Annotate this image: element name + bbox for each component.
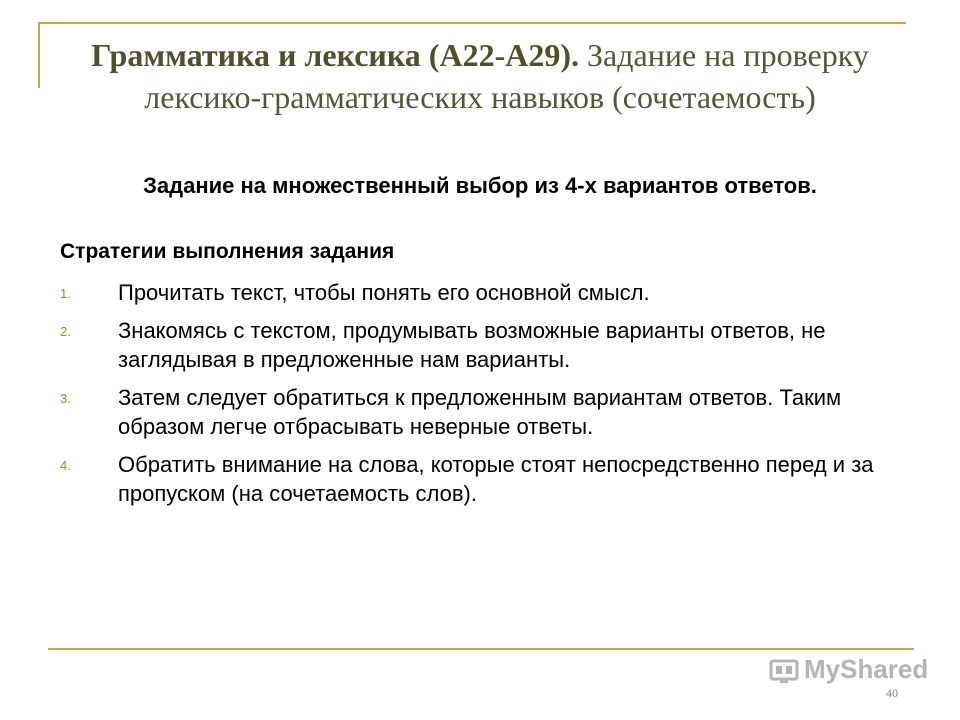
step-text: Прочитать текст, чтобы понять его основной смысл. <box>118 280 650 305</box>
watermark <box>768 654 928 685</box>
frame-left-line <box>38 22 40 88</box>
slide-title-bold: Грамматика и лексика (А22-А29). <box>91 37 579 73</box>
step-text: Затем следует обратиться к предложенным вариантам ответов. Таким образом легче отбрасывать неверные ответы. <box>118 385 842 439</box>
strategy-heading: Стратегии выполнения задания <box>60 240 395 263</box>
step-number: 1. <box>60 286 71 301</box>
list-item <box>60 383 880 441</box>
frame-bottom-line <box>48 648 914 650</box>
slide-title <box>60 34 900 118</box>
watermark-text: MyShared <box>804 654 929 684</box>
slide-title-rest: Задание на проверку лексико-грамматических навыков (сочетаемость) <box>144 37 869 115</box>
page-number: 40 <box>886 686 898 700</box>
slide-subtitle: Задание на множественный выбор из 4-х вариантов ответов. <box>143 173 817 198</box>
myshared-logo-icon <box>768 655 800 685</box>
step-number: 4. <box>60 458 71 473</box>
steps-list <box>60 278 880 517</box>
step-text: Знакомясь с текстом, продумывать возможные варианты ответов, не заглядывая в предложенные нам варианты. <box>118 318 826 372</box>
step-number: 2. <box>60 324 71 339</box>
list-item <box>60 316 880 374</box>
step-text: Обратить внимание на слова, которые стоят непосредственно перед и за пропуском (на сочетаемость слов). <box>118 452 874 506</box>
list-item <box>60 450 880 508</box>
frame-top-line <box>38 22 906 24</box>
step-number: 3. <box>60 391 71 406</box>
list-item <box>60 278 880 307</box>
